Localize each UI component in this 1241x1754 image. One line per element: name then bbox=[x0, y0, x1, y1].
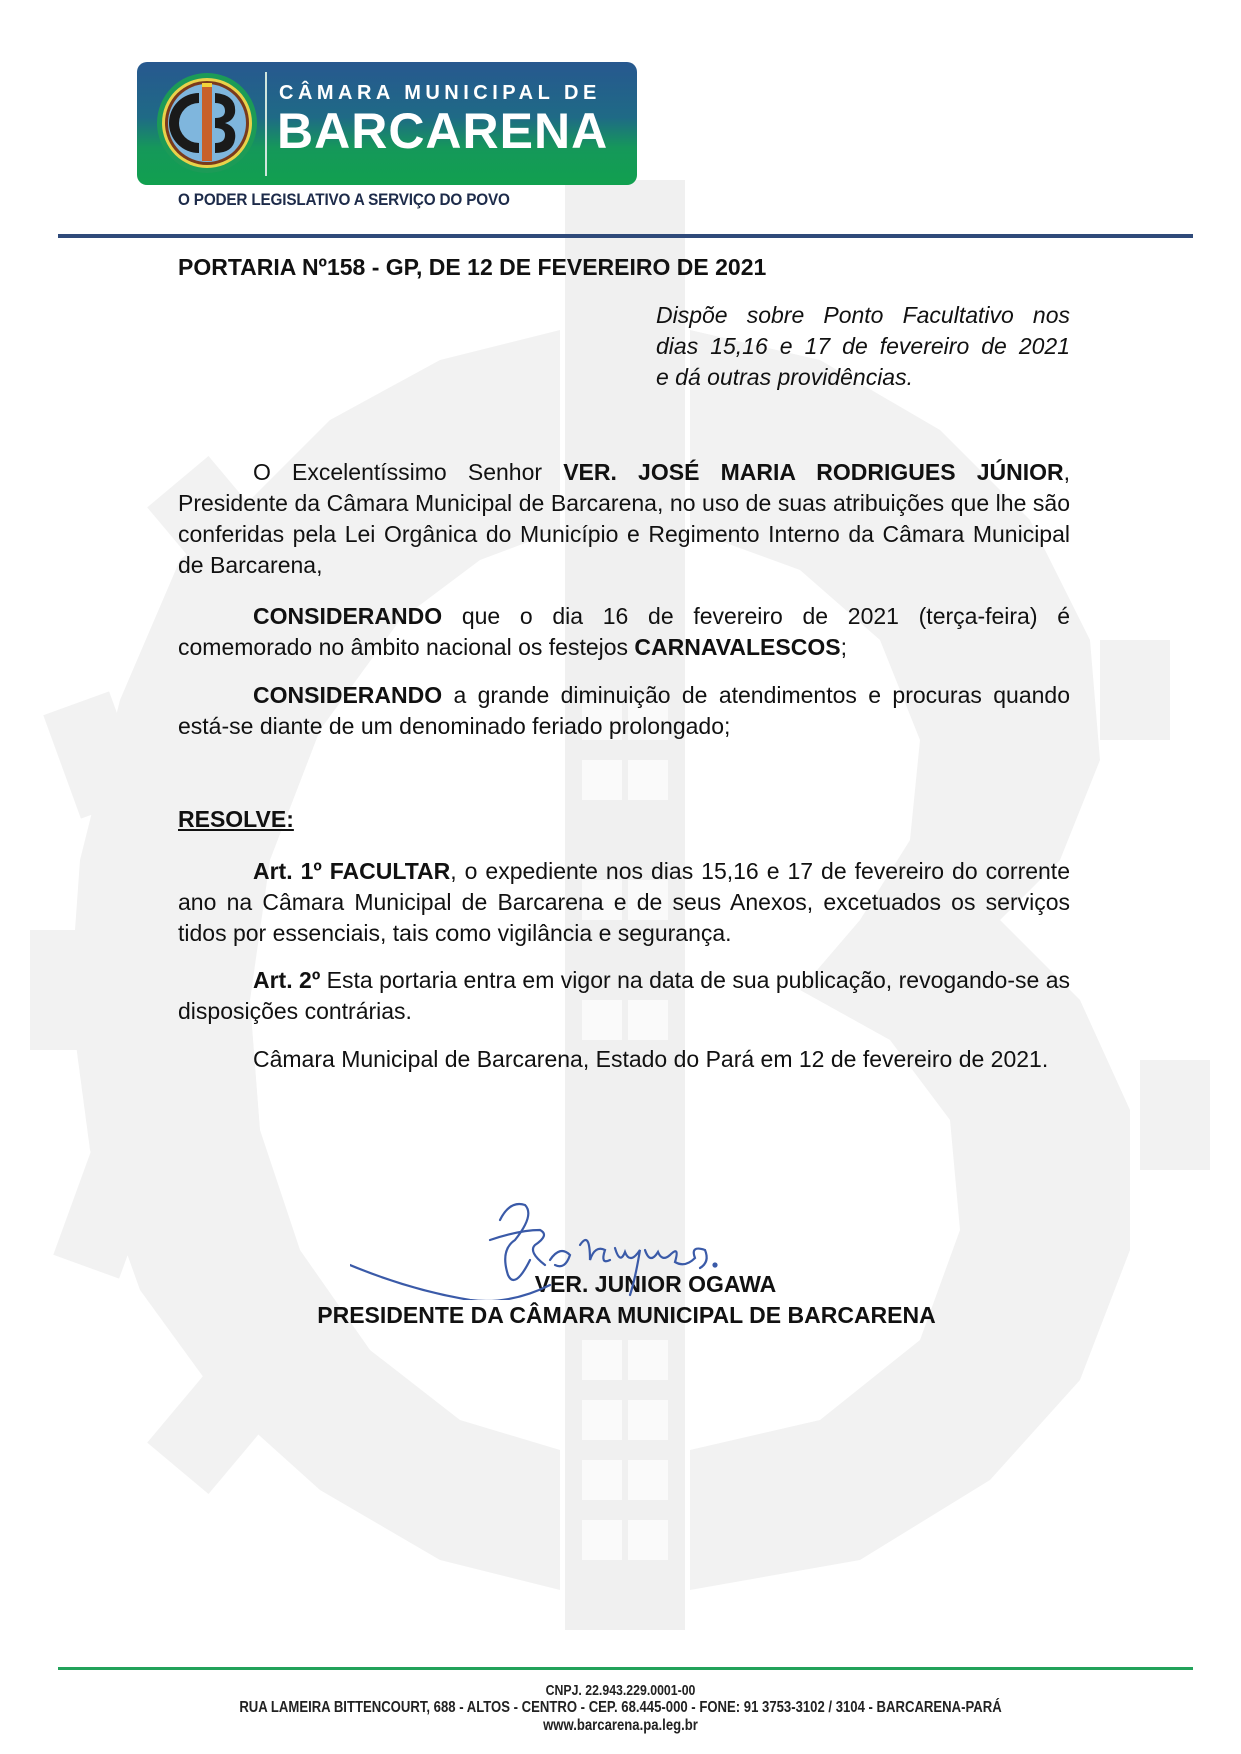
president-name: VER. JOSÉ MARIA RODRIGUES JÚNIOR bbox=[563, 459, 1064, 485]
barcarena-seal-icon bbox=[155, 71, 259, 175]
abstract-line: dias 15,16 e 17 de fevereiro de 2021 bbox=[656, 333, 1070, 359]
considerando-paragraph-2 bbox=[178, 680, 1070, 742]
logo-banner bbox=[137, 62, 637, 185]
signer-name: VER. JUNIOR OGAWA bbox=[534, 1271, 777, 1297]
intro-post: , Presidente da Câmara Municipal de Barcarena, no uso de suas atribuições que lhe são conferidas pela Lei Orgânica do Município e Regimento Interno da Câmara Municipal de Barcarena, bbox=[178, 459, 1070, 578]
considerando-paragraph-1 bbox=[178, 601, 1070, 663]
article-2-label: Art. 2º bbox=[253, 967, 321, 993]
footer-divider bbox=[58, 1667, 1193, 1670]
carnavalescos-text: CARNAVALESCOS bbox=[634, 634, 841, 660]
article-1-label: Art. 1º FACULTAR bbox=[253, 858, 451, 884]
footer-address: RUA LAMEIRA BITTENCOURT, 688 - ALTOS - CENTRO - CEP. 68.445-000 - FONE: 91 3753-3102 / 3104 - BARCARENA-PARÁ bbox=[239, 1699, 1002, 1716]
logo-text-barcarena: BARCARENA bbox=[277, 103, 609, 159]
logo-text-camara: CÂMARA MUNICIPAL DE bbox=[279, 82, 601, 104]
article-1 bbox=[178, 856, 1070, 949]
considerando-text: que o dia 16 de fevereiro de 2021 (terça-feira) é comemorado no âmbito nacional os festejos bbox=[178, 603, 1070, 660]
handwritten-signature bbox=[350, 1190, 770, 1300]
article-2-text: Esta portaria entra em vigor na data de sua publicação, revogando-se as disposições contrárias. bbox=[178, 967, 1070, 1024]
footer-cnpj: CNPJ. 22.943.229.0001-00 bbox=[545, 1682, 696, 1699]
considerando-text: a grande diminuição de atendimentos e procuras quando está-se diante de um denominado feriado prolongado; bbox=[178, 682, 1070, 739]
footer-website[interactable]: www.barcarena.pa.leg.br bbox=[543, 1717, 698, 1734]
logo-tagline: O PODER LEGISLATIVO A SERVIÇO DO POVO bbox=[178, 190, 510, 209]
resolve-heading: RESOLVE: bbox=[178, 806, 294, 832]
signer-role: PRESIDENTE DA CÂMARA MUNICIPAL DE BARCARENA bbox=[317, 1302, 936, 1328]
article-1-text: , o expediente nos dias 15,16 e 17 de fevereiro do corrente ano na Câmara Municipal de Barcarena e de seus Anexos, excetuados os serviços tidos por essenciais, tais como vigilância e segurança. bbox=[178, 858, 1070, 946]
article-2 bbox=[178, 965, 1070, 1027]
closing-paragraph: Câmara Municipal de Barcarena, Estado do Pará em 12 de fevereiro de 2021. bbox=[253, 1046, 1049, 1072]
document-title: PORTARIA Nº158 - GP, DE 12 DE FEVEREIRO DE 2021 bbox=[178, 254, 767, 280]
abstract-line: Dispõe sobre Ponto Facultativo nos bbox=[656, 302, 1070, 328]
header-divider bbox=[58, 234, 1193, 238]
intro-paragraph bbox=[178, 457, 1070, 581]
intro-pre: O Excelentíssimo Senhor bbox=[253, 459, 564, 485]
logo-divider bbox=[265, 72, 267, 176]
considerando-end: ; bbox=[840, 634, 847, 660]
document-abstract bbox=[656, 300, 1070, 393]
considerando-label: CONSIDERANDO bbox=[253, 682, 443, 708]
considerando-label: CONSIDERANDO bbox=[253, 603, 443, 629]
abstract-line: e dá outras providências. bbox=[656, 364, 913, 390]
